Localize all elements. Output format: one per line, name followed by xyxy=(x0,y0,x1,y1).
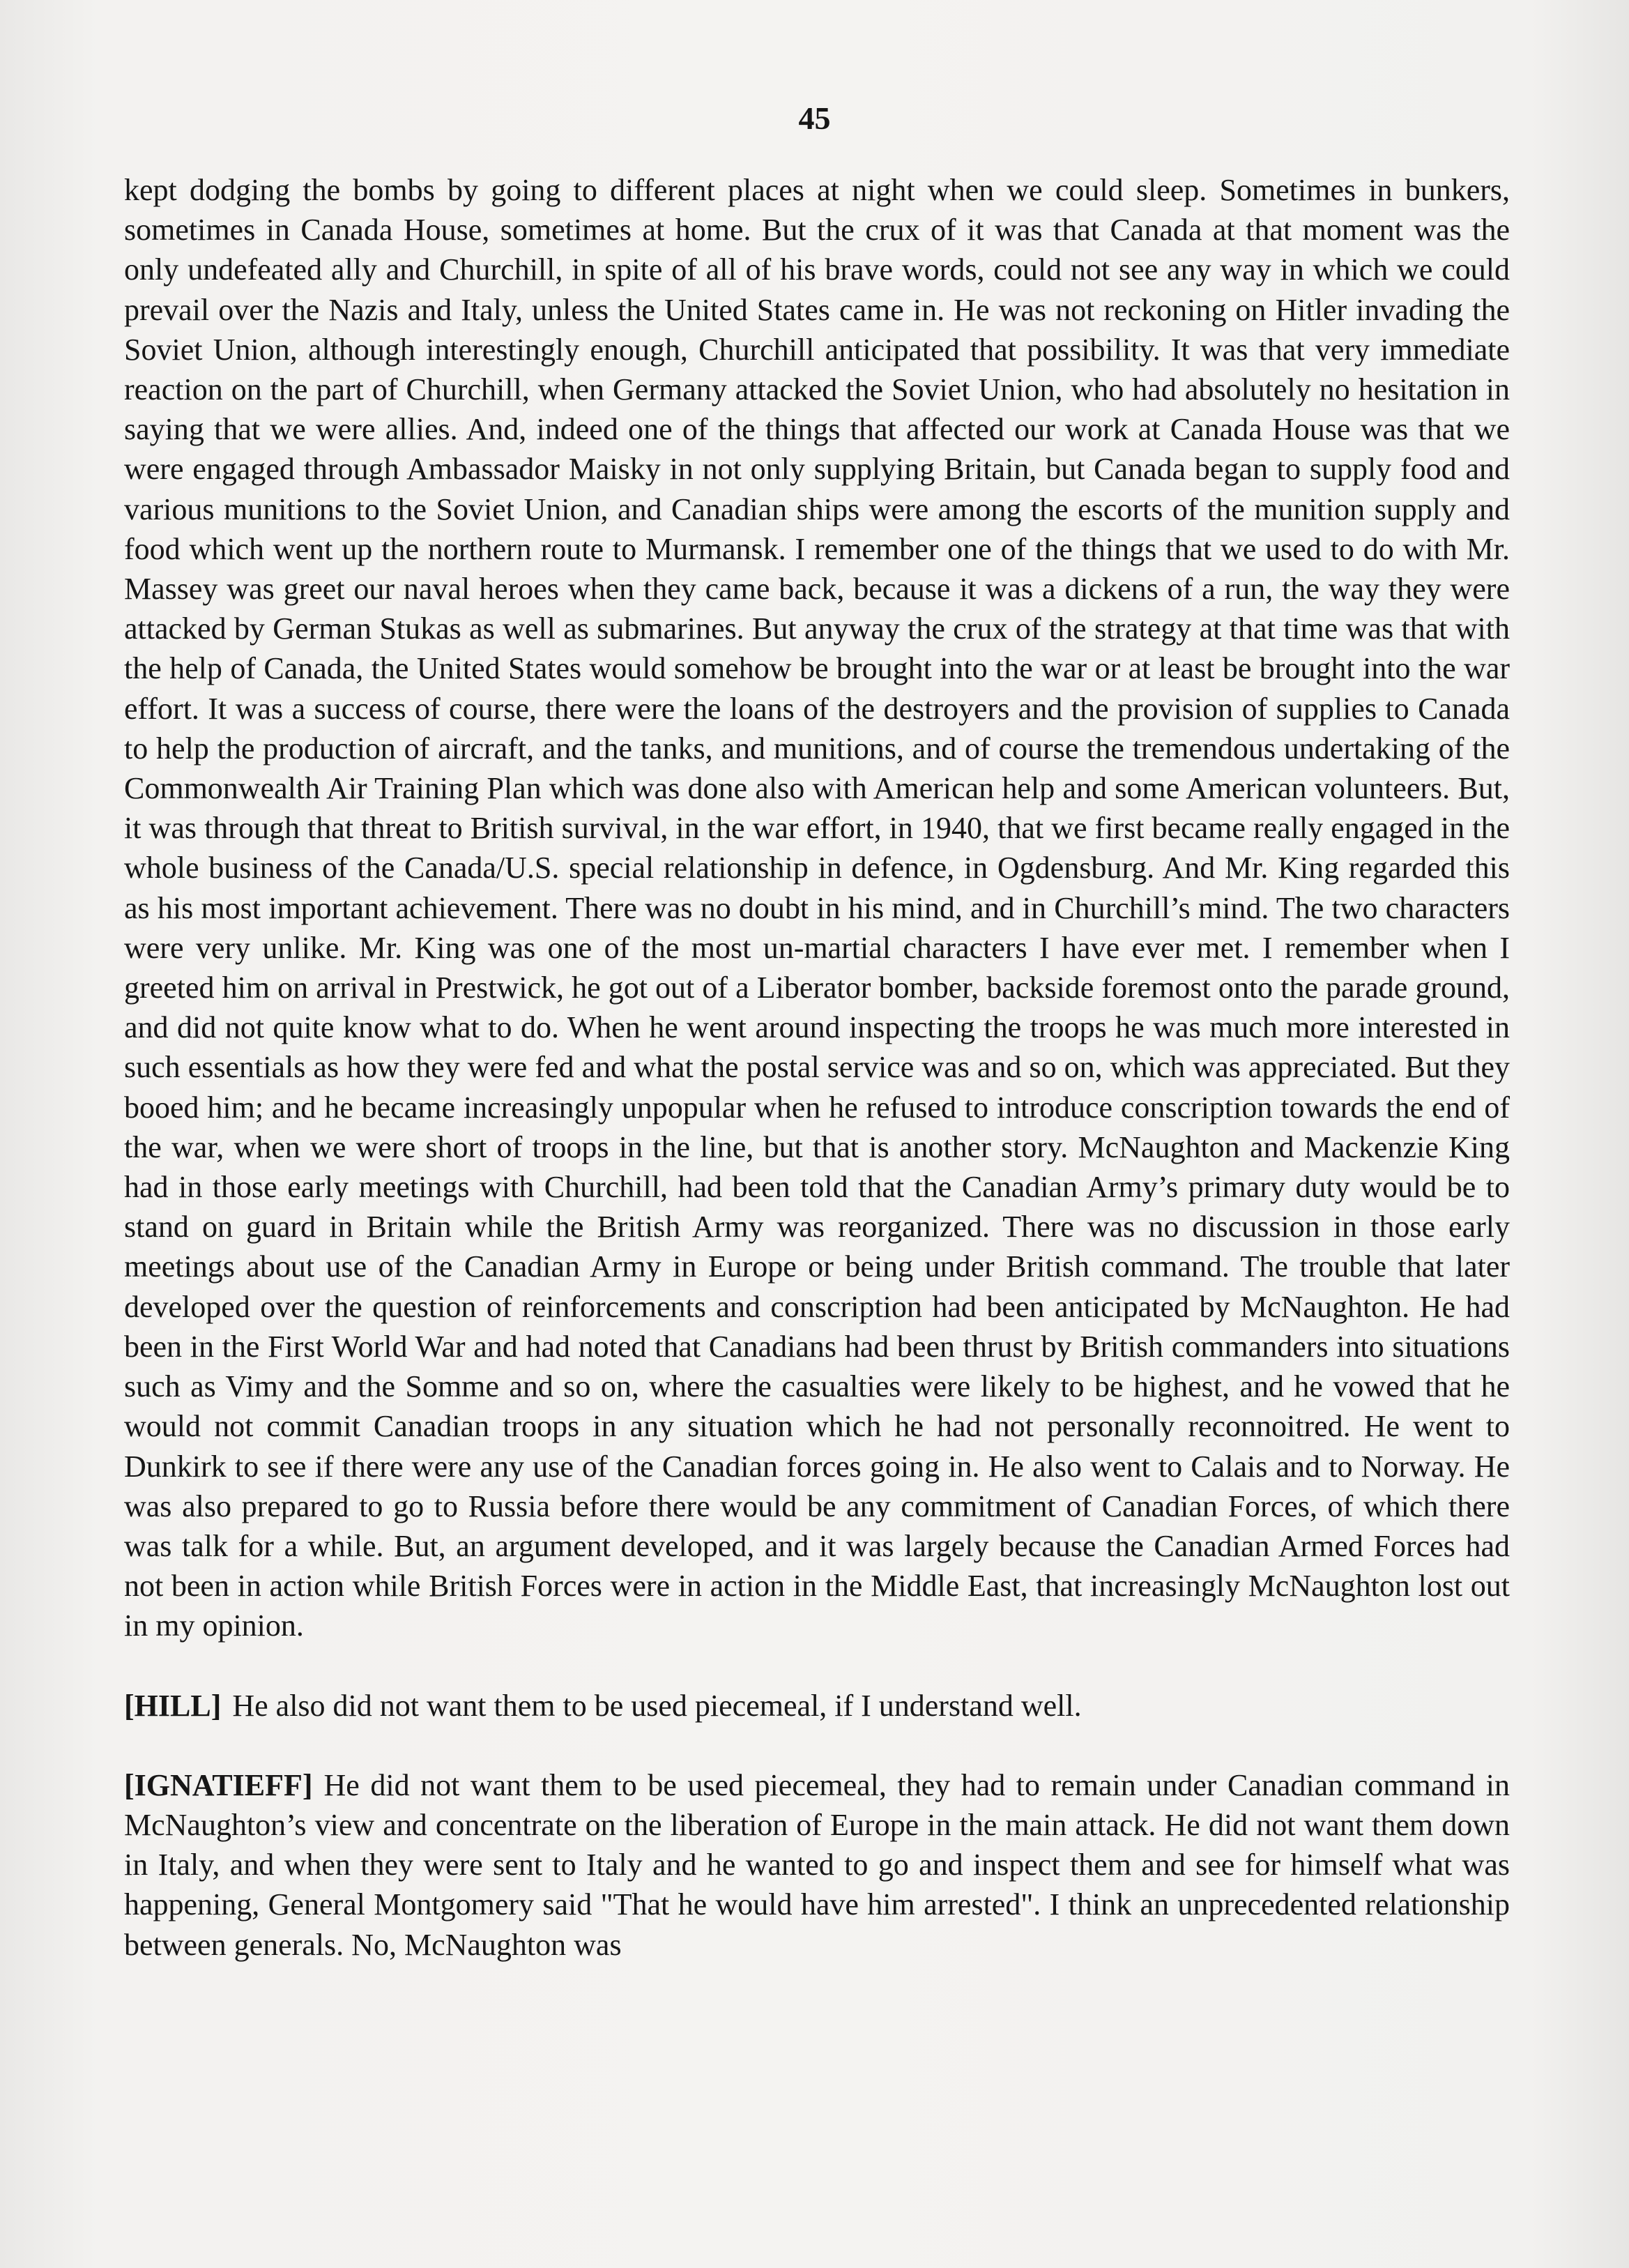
speaker-label-ignatieff: [IGNATIEFF] xyxy=(124,1767,313,1802)
paragraph-text: He did not want them to be used piecemeal, they had to remain under Canadian command in McNaughton’s view and concentrate on the liberation of Europe in the main attack. He did not want them down in Italy, and when they were sent to Italy and he wanted to go and inspect them and see for himself what was happening, General Montgomery said "That he would have him arrested". I think an unprecedented relationship between generals. No, McNaughton was xyxy=(124,1767,1510,1962)
paragraph-ignatieff xyxy=(124,1765,1510,1965)
transcript-body xyxy=(124,170,1510,1965)
paragraph-hill xyxy=(124,1686,1510,1726)
paragraph-text: kept dodging the bombs by going to different places at night when we could sleep. Sometimes in bunkers, sometimes in Canada House, sometimes at home. But the crux of it was that Canada at that moment was the only undefeated ally and Churchill, in spite of all of his brave words, could not see any way in which we could prevail over the Nazis and Italy, unless the United States came in. He was not reckoning on Hitler invading the Soviet Union, although interestingly enough, Churchill anticipated that possibility. It was that very immediate reaction on the part of Churchill, when Germany attacked the Soviet Union, who had absolutely no hesitation in saying that we were allies. And, indeed one of the things that affected our work at Canada House was that we were engaged through Ambassador Maisky in not only supplying Britain, but Canada began to supply food and various munitions to the Soviet Union, and Canadian ships were among the escorts of the munition supply and food which went up the northern route to Murmansk. I remember one of the things that we used to do with Mr. Massey was greet our naval heroes when they came back, because it was a dickens of a run, the way they were attacked by German Stukas as well as submarines. But anyway the crux of the strategy at that time was that with the help of Canada, the United States would somehow be brought into the war or at least be brought into the war effort. It was a success of course, there were the loans of the destroyers and the provision of supplies to Canada to help the production of aircraft, and the tanks, and munitions, and of course the tremendous undertaking of the Commonwealth Air Training Plan which was done also with American help and some American volunteers. But, it was through that threat to British survival, in the war effort, in 1940, that we first became really engaged in the whole business of the Canada/U.S. special relationship in defence, in Ogdensburg. And Mr. King regarded this as his most important achievement. There was no doubt in his mind, and in Churchill’s mind. The two characters were very unlike. Mr. King was one of the most un-martial characters I have ever met. I remember when I greeted him on arrival in Prestwick, he got out of a Liberator bomber, backside foremost onto the parade ground, and did not quite know what to do. When he went around inspecting the troops he was much more interested in such essentials as how they were fed and what the postal service was and so on, which was appreciated. But they booed him; and he became increasingly unpopular when he refused to introduce conscription towards the end of the war, when we were short of troops in the line, but that is another story. McNaughton and Mackenzie King had in those early meetings with Churchill, had been told that the Canadian Army’s primary duty would be to stand on guard in Britain while the British Army was reorganized. There was no discussion in those early meetings about use of the Canadian Army in Europe or being under British command. The trouble that later developed over the question of reinforcements and conscription had been anticipated by McNaughton. He had been in the First World War and had noted that Canadians had been thrust by British commanders into situations such as Vimy and the Somme and so on, where the casualties were likely to be highest, and he vowed that he would not commit Canadian troops in any situation which he had not personally reconnoitred. He went to Dunkirk to see if there were any use of the Canadian forces going in. He also went to Calais and to Norway. He was also prepared to go to Russia before there would be any commitment of Canadian Forces, of which there was talk for a while. But, an argument developed, and it was largely because the Canadian Armed Forces had not been in action while British Forces were in action in the Middle East, that increasingly McNaughton lost out in my opinion. xyxy=(124,173,1510,1643)
paragraph-text: He also did not want them to be used piecemeal, if I understand well. xyxy=(232,1688,1082,1723)
speaker-label-hill: [HILL] xyxy=(124,1688,222,1723)
page-number: 45 xyxy=(798,100,831,136)
paragraph-narrative xyxy=(124,170,1510,1646)
